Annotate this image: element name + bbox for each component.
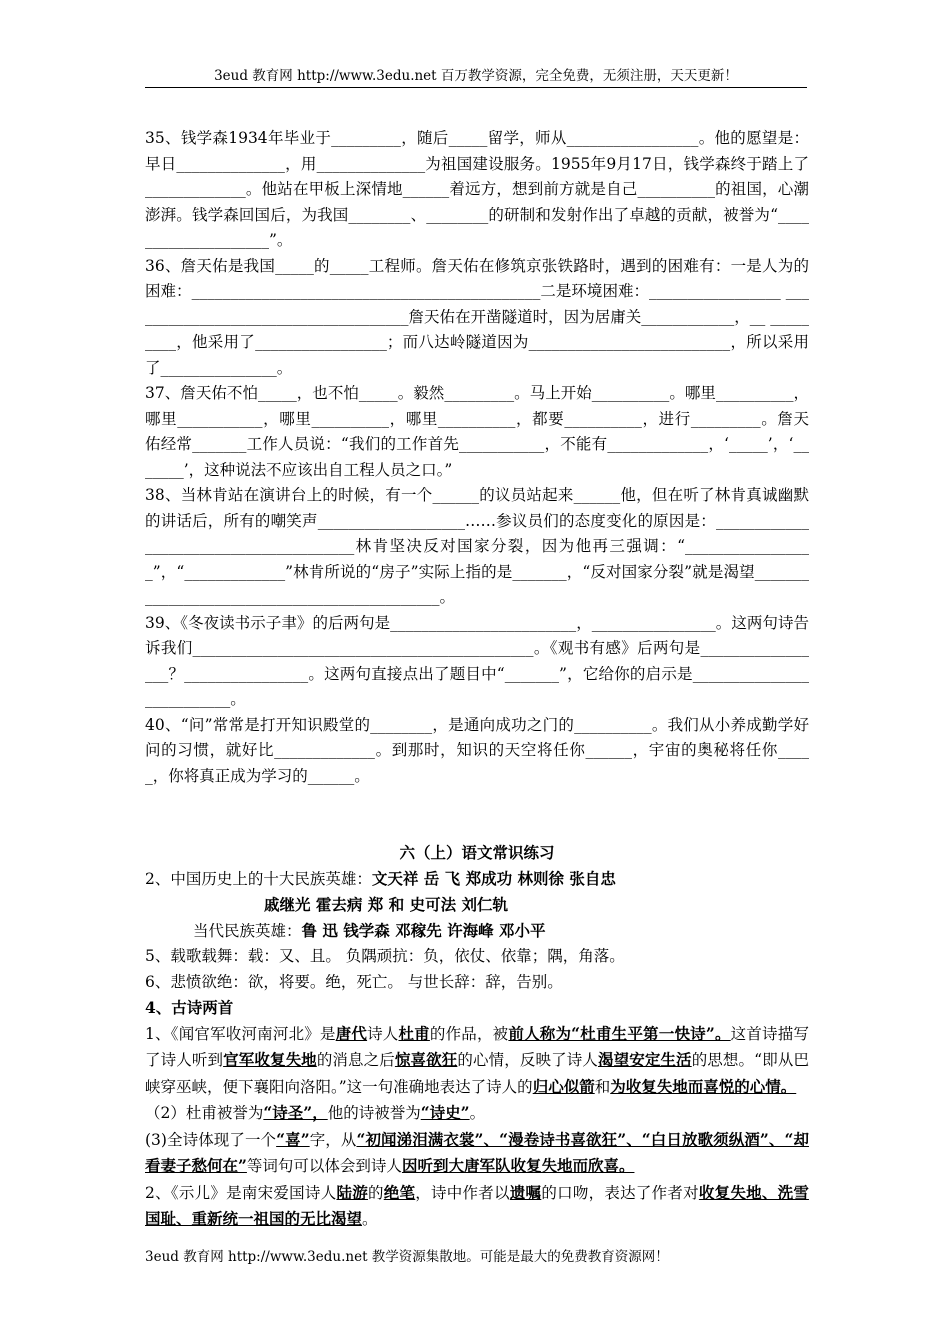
modern-heroes-line	[145, 918, 809, 945]
key-term: 陆游	[336, 1182, 368, 1202]
key-term: “喜”	[276, 1129, 310, 1149]
modern-heroes-names: 鲁 迅 钱学森 邓稼先 许海峰 邓小平	[301, 920, 546, 940]
key-term: 官军收复失地	[223, 1050, 317, 1069]
key-term: 收复失地、洗雪国耻、重新统一祖国的无比渴望	[145, 1182, 809, 1228]
idiom-item-6: 6、悲愤欲绝：欲，将要。绝，死亡。 与世长辞：辞，告别。	[145, 972, 563, 991]
question-38: 38、当林肯站在演讲台上的时候，有一个______的议员站起来______他，但在听了林肯真诚幽默的讲话后，所有的嘲笑声___________________……参议员们的态度变化的原因是：_______________________________________林肯坚决反对国家分裂，因为他再三强调：“_________________”，“_____________”林肯所说的“房子”实际上指的是_______，“反对国家分裂”就是渴望_____________________________________________。	[145, 486, 809, 606]
key-term: 渴望安定生活	[597, 1050, 692, 1069]
text-span: 和	[594, 1077, 611, 1096]
text-span: 的口吻，表达了作者对	[541, 1183, 699, 1202]
text-span: 等词句可以体会到诗人	[246, 1157, 402, 1175]
poems-title: 4、古诗两首	[145, 998, 234, 1017]
key-term: “初闻涕泪满衣裳”、“漫卷诗书喜欲狂”、“白日放歌须纵酒”、“却看妻子愁何在”	[145, 1129, 809, 1175]
key-term: 遗嘱	[509, 1182, 542, 1202]
page-header: 3eud 教育网 http://www.3edu.net 百万教学资源，完全免费，无须注册，天天更新！	[145, 66, 807, 88]
key-term: 因听到大唐军队收复失地而欣喜。	[401, 1156, 635, 1175]
poem-1-paragraph	[145, 1021, 809, 1101]
heroes-names-1: 文天祥 岳 飞 郑成功 林则徐 张自忠	[371, 868, 616, 888]
text-span: 2、《示儿》是南宋爱国诗人	[145, 1183, 337, 1202]
key-term: 归心似箭	[532, 1076, 595, 1096]
text-span: 的作品，被	[429, 1024, 509, 1043]
section-title: 六（上）语文常识练习	[399, 843, 555, 862]
text-span: 的消息之后	[316, 1051, 395, 1069]
heroes-line	[145, 866, 809, 893]
key-term: 杜甫	[398, 1023, 430, 1043]
text-span: 。	[469, 1104, 486, 1122]
text-span: 的思想。“即从巴峡穿巫峡，便下襄阳向洛阳。”这一句准确地表达了诗人的	[145, 1051, 809, 1096]
text-span: 他的诗被誉为	[327, 1104, 421, 1122]
text-span: 诗人	[367, 1024, 399, 1043]
key-term: 前人称为“杜甫生平第一快诗”。	[508, 1023, 731, 1043]
text-span: 的	[367, 1183, 384, 1202]
section-spacer	[145, 789, 809, 840]
key-term: 惊喜欲狂	[394, 1050, 458, 1069]
heroes-label: 2、中国历史上的十大民族英雄：	[145, 869, 372, 888]
key-term: “诗圣”，	[263, 1103, 328, 1122]
key-term: 唐代	[335, 1023, 368, 1043]
poem-1-note-2	[145, 1100, 809, 1127]
text-span: 。	[362, 1210, 378, 1228]
text-span: (3)全诗体现了一个	[145, 1130, 277, 1149]
idiom-item-5: 5、载歌载舞：载：又、且。 负隅顽抗：负，依仗、依靠；隅，角落。	[145, 947, 625, 965]
text-span: 字，从	[309, 1130, 357, 1149]
text-span: 这首诗描写了诗人听到	[145, 1024, 809, 1069]
text-span: （2）杜甫被誉为	[145, 1104, 264, 1122]
text-span: 的心情，反映了诗人	[457, 1051, 598, 1069]
text-span: 1、《闻官军收河南河北》是	[145, 1024, 336, 1043]
modern-heroes-label: 当代民族英雄：	[193, 921, 302, 940]
question-40: 40、“问”常常是打开知识殿堂的________，是通向成功之门的__________。我们从小养成勤学好问的习惯，就好比_____________。到那时，知识的天空将任你______，宇宙的奥秘将任你_____，你将真正成为学习的______。	[145, 715, 809, 785]
text-span: ，诗中作者以	[415, 1183, 510, 1202]
question-35: 35、钱学森1934年毕业于_________，随后_____留学，师从_________________。他的愿望是：早日______________，用______________为祖国建设服务。1955年9月17日，钱学森终于踏上了_____________。他站在甲板上深情地______着远方，想到前方就是自己__________的祖国，心潮澎湃。钱学森回国后，为我国________、________的研制和发射作出了卓越的贡献，被誉为“____________________”。	[145, 129, 809, 249]
poem-2-paragraph	[145, 1180, 809, 1233]
question-39: 39、《冬夜读书示子聿》的后两句是________________________，________________。这两句诗告诉我们____________________________________________。《观书有感》后两句是_________________？________________。这两句直接点出了题目中“_______”，它给你的启示是__________________________。	[145, 613, 809, 708]
document-body	[145, 126, 809, 1233]
question-36: 36、詹天佑是我国_____的_____工程师。詹天佑在修筑京张铁路时，遇到的困难有：一是人为的困难：_____________________________________________二是环境困难：_________________ _____________________________________詹天佑在开凿隧道时，因为居庸关____________，__ _________，他采用了_________________；而八达岭隧道因为__________________________，所以采用了_______________。	[145, 256, 809, 377]
key-term: “诗史”	[420, 1103, 470, 1122]
key-term: 绝笔	[383, 1182, 416, 1202]
page-footer: 3eud 教育网 http://www.3edu.net 教学资源集散地。可能是最大的免费教育资源网！	[145, 1249, 669, 1265]
heroes-names-2: 戚继光 霍去病 郑 和 史可法 刘仁轨	[264, 895, 508, 914]
question-37: 37、詹天佑不怕_____，也不怕_____。毅然_________。马上开始__________。哪里__________，哪里___________，哪里__________，哪里__________，都要__________，进行_________。詹天佑经常_______工作人员说：“我们的工作首先___________，不能有_____________，‘_____’，‘_______’，这种说法不应该出自工程人员之口。”	[145, 384, 809, 479]
poem-1-note-3	[145, 1127, 809, 1180]
key-term: 为收复失地而喜悦的心情。	[610, 1076, 797, 1096]
